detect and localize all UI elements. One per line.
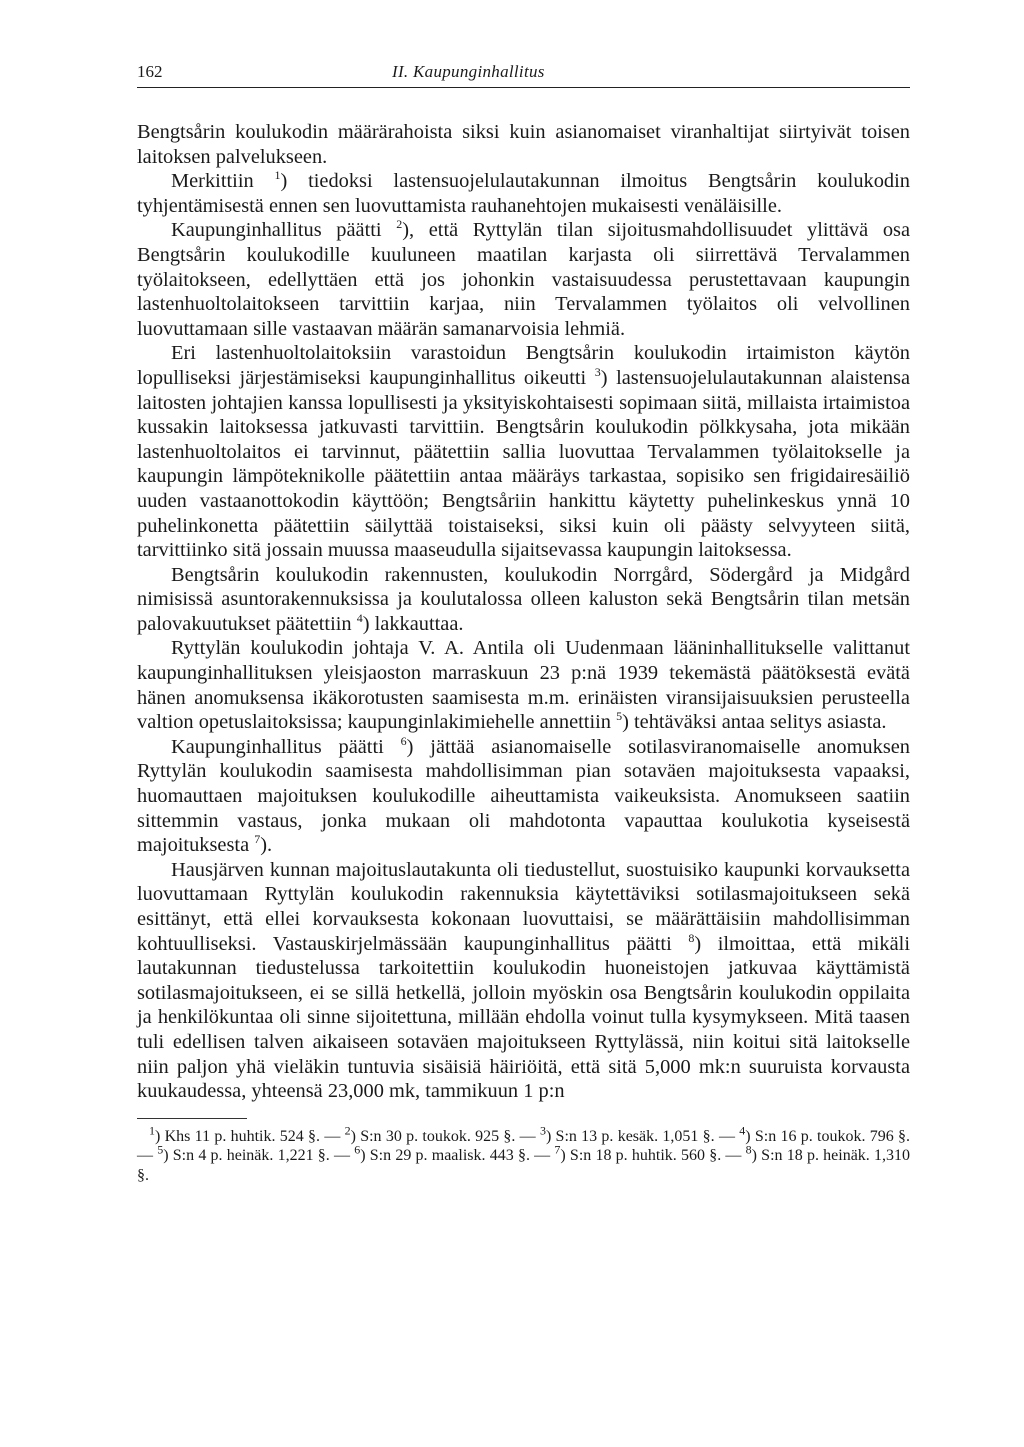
text-run: Bengtsårin koulukodin rakennusten, koulukodin Norrgård, Södergård ja Midgård nimisissä asuntorakennuksissa ja koulutalossa olleen kaluston sekä Bengtsårin tilan metsän palovakuutukset päätettiin (137, 563, 910, 635)
text-run: ) S:n 30 p. toukok. 925 §. — (350, 1127, 540, 1145)
text-run: ) S:n 18 p. huhtik. 560 §. — (560, 1147, 746, 1165)
text-run: Merkittiin (171, 170, 275, 193)
text-run: ) S:n 4 p. heinäk. 1,221 §. — (163, 1147, 355, 1165)
text-run: ) S:n 29 p. maalisk. 443 §. — (360, 1147, 555, 1165)
text-run: Kaupunginhallitus päätti (171, 219, 397, 242)
text-run: ) S:n 16 p. toukok. 796 §. — (137, 1127, 911, 1165)
footnotes (137, 1123, 911, 1186)
paragraph (137, 636, 910, 734)
footnote-marker: 1 (149, 1123, 155, 1138)
text-run: ) lakkauttaa. (362, 612, 464, 635)
page-header (137, 62, 910, 88)
footnote-marker: 1 (274, 168, 281, 183)
body-text (137, 120, 910, 1104)
footnote-marker: 8 (688, 930, 695, 945)
text-run: ) jättää asianomaiselle sotilasviranomaiselle anomuksen Ryttylän koulukodin saamisesta mahdollisimman pian sotaväen majoituksesta vapaaksi, huomauttaen majoituksen koulukodille aiheuttamista vaikeuksista. Anomukseen saatiin sittemmin vastaus, jonka mukaan oli mahdotonta vapauttaa koulukotia kyseisestä majoituksesta (137, 735, 910, 857)
text-run: ) S:n 13 p. kesäk. 1,051 §. — (545, 1127, 740, 1145)
text-run: ) ilmoittaa, että mikäli lautakunnan tiedustelussa tarkoitettiin koulukodin huoneistojen jatkuvaa käyttämistä sotilasmajoitukseen, ei se sillä hetkellä, jolloin myöskin osa Bengtsårin koulukodin oppilaita ja henkilökuntaa oli sinne sijoitettuna, millään ehdolla voinut tulla kysymykseen. Mitä taasen tuli edellisen talven aikaiseen sotaväen majoitukseen Ryttylässä, niin koitui sitä laitokselle niin paljon yhä vieläkin tuntuvia sisäisiä häiriöitä, että sitä 5,000 mk:n suuruista korvausta kuukaudessa, yhteensä 23,000 mk, tammikuun 1 p:n (137, 932, 910, 1103)
footnote-marker: 6 (400, 734, 407, 749)
text-run: Ryttylän koulukodin johtaja V. A. Antila oli Uudenmaan lääninhallitukselle valittanut kaupunginhallituksen yleisjaoston marraskuun 23 p:nä 1939 tekemästä päätöksestä evätä hänen anomuksensa ikäkorotusten saamisesta m.m. erinäisten viransijaisuuksien perusteella valtion opetuslaitoksissa; kaupunginlakimiehelle annettiin (137, 637, 910, 734)
footnote-marker: 5 (157, 1142, 164, 1157)
footnote-marker: 7 (554, 1142, 561, 1157)
footnote-marker: 8 (745, 1142, 752, 1157)
paragraph (137, 858, 910, 1104)
paragraph (137, 218, 910, 341)
footnote-marker: 6 (354, 1142, 361, 1157)
book-page (137, 62, 910, 1185)
paragraph (137, 735, 910, 858)
page-number: 162 (137, 62, 163, 81)
footnote-marker: 4 (739, 1123, 746, 1138)
footnote (137, 1123, 911, 1186)
footnote-marker: 2 (396, 217, 403, 232)
footnote-marker: 3 (539, 1123, 546, 1138)
text-run: ) S:n 18 p. heinäk. 1,310 §. (137, 1147, 911, 1184)
text-run: ) lastensuojelulautakunnan alaistensa laitosten johtajien kanssa lopullisesti ja yksityiskohtaisesti sopimaan siitä, millaista irtaimistoa kussakin laitoksessa jatkuvasti tarvittiin. Bengtsårin koulukodin pölkkysaha, jota mikään lastenhuoltolaitos ei tarvinnut, päätettiin sallia luovuttaa Tervalammen työlaitokselle ja kaupungin lämpöteknikolle päätettiin antaa määräys tarkastaa, sopisiko sen frigidairesäiliö uuden vastaanottokodin käyttöön; Bengtsåriin hankittu käytetty puhelinkeskus ynnä 10 puhelinkonetta päätettiin säilyttää toistaiseksi, siksi kuin oli päästy selvyyteen siitä, tarvittiinko sitä jossain muussa maaseudulla sijaitsevassa kaupungin laitoksessa. (137, 366, 911, 562)
paragraph (137, 341, 910, 562)
text-run: ) tiedoksi lastensuojelulautakunnan ilmoitus Bengtsårin koulukodin tyhjentämisestä ennen sen luovuttamista rauhanehtojen mukaisesti venäläisille. (137, 170, 910, 217)
running-title: II. Kaupunginhallitus (392, 62, 545, 81)
paragraph (137, 563, 910, 637)
footnote-marker: 5 (616, 709, 623, 724)
text-run: ) Khs 11 p. huhtik. 524 §. — (155, 1127, 345, 1145)
paragraph (137, 169, 910, 218)
text-run: ), että Ryttylän tilan sijoitusmahdollisuudet ylittävä osa Bengtsårin koulukodille kuuluneen maatilan karjasta oli siirrettävä Tervalammen työlaitokseen, edellyttäen että jos johonkin vastaisuudessa perustettavaan kaupungin lastenhuoltolaitokseen tarvittiin karjaa, niin Tervalammen työlaitos oli velvollinen luovuttamaan sille vastaavan määrän samanarvoisia lehmiä. (137, 219, 910, 340)
footnote-marker: 7 (254, 832, 261, 847)
text-run: ) tehtäväksi antaa selitys asiasta. (622, 711, 887, 734)
footnote-divider (137, 1118, 247, 1119)
text-run: ). (260, 834, 273, 857)
footnote-marker: 2 (344, 1123, 351, 1138)
footnote-marker: 4 (356, 611, 363, 626)
text-run: Eri lastenhuoltolaitoksiin varastoidun Bengtsårin koulukodin irtaimiston käytön lopulliseksi järjestämiseksi kaupunginhallitus oikeutti (137, 342, 910, 389)
text-run: Kaupunginhallitus päätti (171, 735, 401, 758)
footnote-marker: 3 (594, 365, 601, 380)
text-run: Bengtsårin koulukodin määrärahoista siksi kuin asianomaiset viranhaltijat siirtyivät toisen laitoksen palvelukseen. (137, 121, 910, 168)
text-run: Hausjärven kunnan majoituslautakunta oli tiedustellut, suostuisiko kaupunki korvauksetta luovuttamaan Ryttylän koulukodin rakennuksia käytettäviksi sotilasmajoitukseen sekä esittänyt, että ellei korvauksesta kokonaan luovuttaisi, se määrättäisiin mahdollisimman kohtuulliseksi. Vastauskirjelmässään kaupunginhallitus päätti (137, 858, 910, 955)
paragraph (137, 120, 910, 169)
